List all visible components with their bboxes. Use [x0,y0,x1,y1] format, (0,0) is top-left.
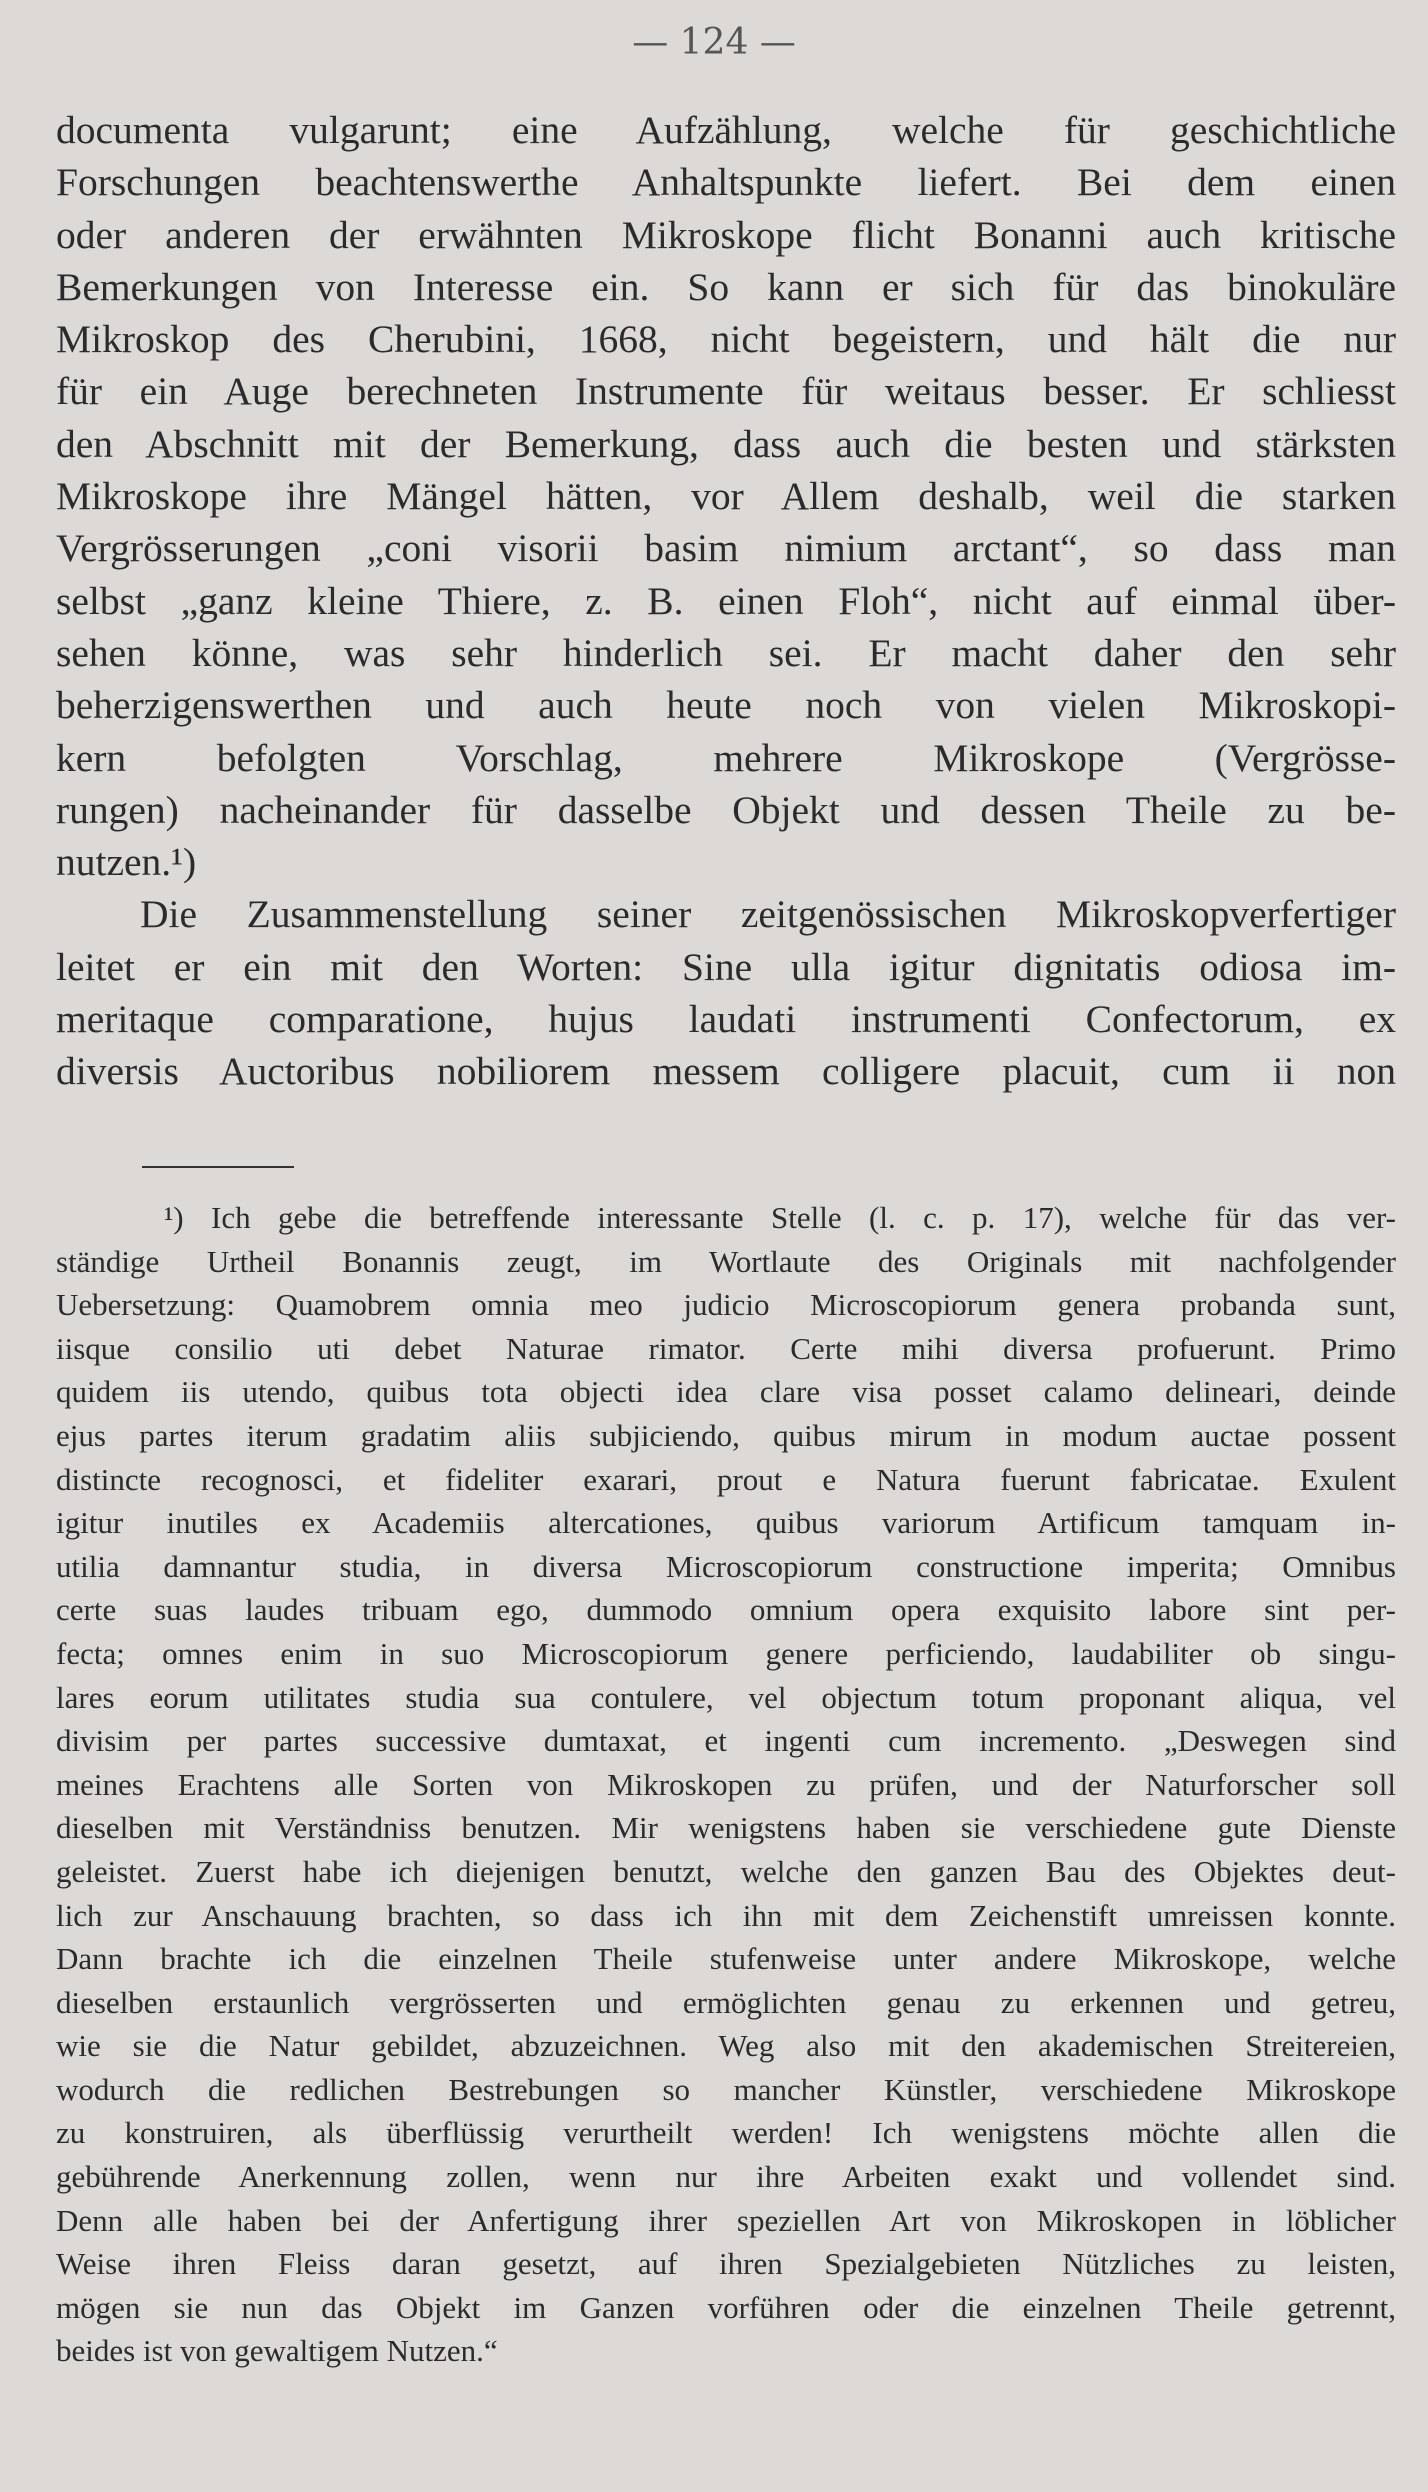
text-line: den Abschnitt mit der Bemerkung, dass auch die besten und stärksten [56,421,1396,466]
footnote-line: Denn alle haben bei der Anfertigung ihrer speziellen Art von Mikroskopen in löblicher [56,2202,1396,2238]
text-line: beherzigenswerthen und auch heute noch von vielen Mikroskopi- [56,683,1396,728]
text-line: Forschungen beachtenswerthe Anhaltspunkte liefert. Bei dem einen [56,160,1396,205]
text-line: oder anderen der erwähnten Mikroskope flicht Bonanni auch kritische [56,212,1396,257]
text-line: Die Zusammenstellung seiner zeitgenössischen Mikroskopverfertiger [140,892,1396,937]
footnote-divider [142,1166,294,1168]
footnote-line: mögen sie nun das Objekt im Ganzen vorführen oder die einzelnen Theile getrennt, [56,2289,1396,2325]
text-line: Bemerkungen von Interesse ein. So kann er sich für das binokuläre [56,264,1396,309]
footnote-line: dieselben erstaunlich vergrösserten und ermöglichten genau zu erkennen und getreu, [56,1984,1396,2020]
text-line: documenta vulgarunt; eine Aufzählung, welche für geschichtliche [56,108,1396,152]
text-line: rungen) nacheinander für dasselbe Objekt und dessen Theile zu be- [56,787,1396,832]
text-line: sehen könne, was sehr hinderlich sei. Er macht daher den sehr [56,630,1396,675]
footnote-line: ständige Urtheil Bonannis zeugt, im Wortlaute des Originals mit nachfolgender [56,1243,1396,1279]
text-line: Mikroskope ihre Mängel hätten, vor Allem deshalb, weil die starken [56,474,1396,519]
footnote-line: wie sie die Natur gebildet, abzuzeichnen. Weg also mit den akademischen Streitereien, [56,2028,1396,2064]
footnote-line: meines Erachtens alle Sorten von Mikroskopen zu prüfen, und der Naturforscher soll [56,1766,1396,1802]
footnote-line: Dann brachte ich die einzelnen Theile stufenweise unter andere Mikroskope, welche [56,1941,1396,1977]
footnote-line: utilia damnantur studia, in diversa Microscopiorum constructione imperita; Omnibus [56,1548,1396,1584]
text-line: nutzen.¹) [56,840,197,885]
footnote-line: ejus partes iterum gradatim aliis subjiciendo, quibus mirum in modum auctae possent [56,1417,1396,1453]
footnote-line: ¹) Ich gebe die betreffende interessante Stelle (l. c. p. 17), welche für das ver- [164,1200,1396,1235]
footnote-line: divisim per partes successive dumtaxat, et ingenti cum incremento. „Deswegen sind [56,1723,1396,1759]
footnote-line: geleistet. Zuerst habe ich diejenigen benutzt, welche den ganzen Bau des Objektes deut- [56,1853,1396,1889]
footnote-line: distincte recognosci, et fideliter exarari, prout e Natura fuerunt fabricatae. Exulent [56,1461,1396,1497]
footnote-line: dieselben mit Verständniss benutzen. Mir wenigstens haben sie verschiedene gute Dienste [56,1810,1396,1846]
footnote-line: iisque consilio uti debet Naturae rimator. Certe mihi diversa profuerunt. Primo [56,1330,1396,1366]
main-text [56,104,1396,1098]
footnote-line: certe suas laudes tribuam ego, dummodo omnium opera exquisito labore sint per- [56,1592,1396,1628]
footnote-line: fecta; omnes enim in suo Microscopiorum genere perficiendo, laudabiliter ob singu- [56,1635,1396,1671]
text-line: meritaque comparatione, hujus laudati instrumenti Confectorum, ex [56,997,1396,1042]
text-line: Vergrösserungen „coni visorii basim nimium arctant“, so dass man [56,526,1396,571]
footnote-line: igitur inutiles ex Academiis altercationes, quibus variorum Artificum tamquam in- [56,1505,1396,1541]
text-line: diversis Auctoribus nobiliorem messem colligere placuit, cum ii non [56,1049,1396,1094]
page-number: — 124 — [632,22,796,63]
text-line: Mikroskop des Cherubini, 1668, nicht begeistern, und hält die nur [56,317,1396,362]
footnote-line: quidem iis utendo, quibus tota objecti idea clare visa posset calamo delineari, deinde [56,1374,1396,1410]
footnote-line: zu konstruiren, als überflüssig verurtheilt werden! Ich wenigstens möchte allen die [56,2115,1396,2151]
footnote-line: beides ist von gewaltigem Nutzen.“ [56,2333,498,2369]
footnote-line: lich zur Anschauung brachten, so dass ich ihn mit dem Zeichenstift umreissen konnte. [56,1897,1396,1933]
text-line: kern befolgten Vorschlag, mehrere Mikroskope (Vergrösse- [56,735,1396,780]
footnote-line: Uebersetzung: Quamobrem omnia meo judicio Microscopiorum genera probanda sunt, [56,1287,1396,1323]
text-line: für ein Auge berechneten Instrumente für weitaus besser. Er schliesst [56,369,1396,414]
footnote-line: wodurch die redlichen Bestrebungen so mancher Künstler, verschiedene Mikroskope [56,2071,1396,2107]
footnote-line: gebührende Anerkennung zollen, wenn nur ihre Arbeiten exakt und vollendet sind. [56,2159,1396,2195]
text-line: leitet er ein mit den Worten: Sine ulla igitur dignitatis odiosa im- [56,944,1396,989]
footnote [56,1196,1396,2373]
text-line: selbst „ganz kleine Thiere, z. B. einen Floh“, nicht auf einmal über- [56,578,1396,623]
footnote-line: lares eorum utilitates studia sua contulere, vel objectum totum proponant aliqua, vel [56,1679,1396,1715]
footnote-line: Weise ihren Fleiss daran gesetzt, auf ihren Spezialgebieten Nützliches zu leisten, [56,2246,1396,2282]
